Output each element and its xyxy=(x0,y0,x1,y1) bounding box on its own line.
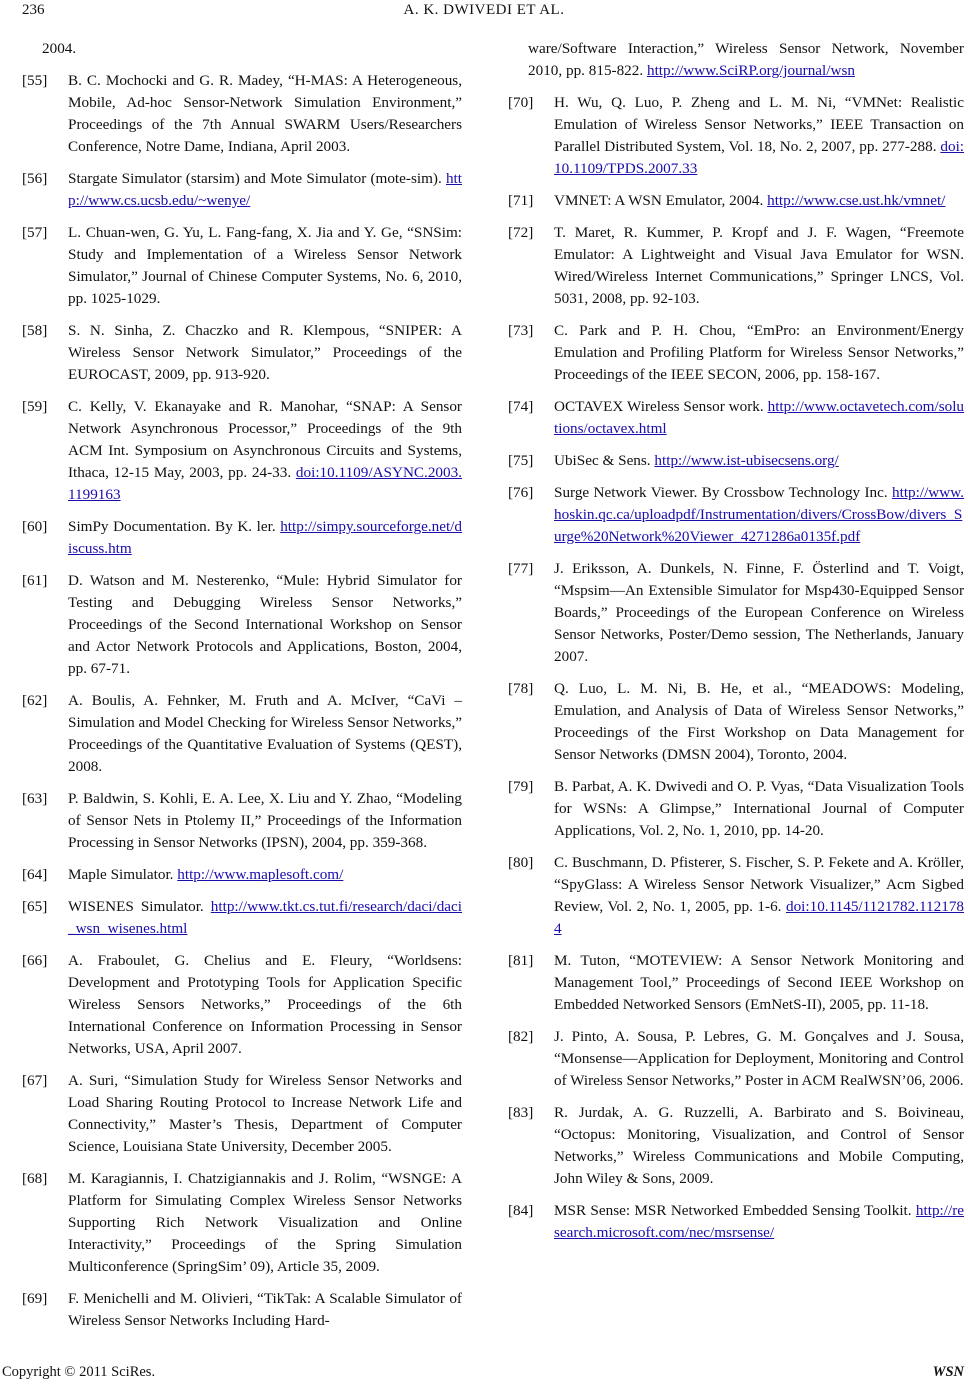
reference-text: OCTAVEX Wireless Sensor work. xyxy=(554,398,764,415)
reference-text: A. Fraboulet, G. Chelius and E. Fleury, “Worldsens: Development and Prototyping Tools for Application Specific Wireless Sensors Networks,” Proceedings of the 6th International Conference on Information Processing in Sensor Networks, USA, April 2007. xyxy=(68,952,462,1057)
reference-number: [55] xyxy=(22,72,48,89)
reference-text: J. Pinto, A. Sousa, P. Lebres, G. M. Gonçalves and J. Sousa, “Monsense―Application for Deployment, Monitoring and Control of Wireless Sensor Networks,” Poster in ACM RealWSN’06, 2006. xyxy=(554,1028,964,1089)
reference-text: H. Wu, Q. Luo, P. Zheng and L. M. Ni, “VMNet: Realistic Emulation of Wireless Sensor Networks,” IEEE Transaction on Parallel Distributed System, Vol. 18, No. 2, 2007, pp. 277-288. xyxy=(554,94,964,155)
reference-number: [58] xyxy=(22,322,48,339)
reference-entry xyxy=(508,482,964,548)
reference-text: C. Park and P. H. Chou, “EmPro: an Environment/Energy Emulation and Profiling Platform for Wireless Sensor Networks,” Proceedings of the IEEE SECON, 2006, pp. 158-167. xyxy=(554,322,964,383)
reference-text: M. Tuton, “MOTEVIEW: A Sensor Network Monitoring and Management Tool,” Proceedings of Second IEEE Workshop on Embedded Networked Sensors (EmNetS-II), 2005, pp. 11-18. xyxy=(554,952,964,1013)
reference-text: SimPy Documentation. By K. ler. xyxy=(68,518,276,535)
reference-link[interactable]: http://www.tkt.cs.tut.fi/research/daci/daci_wsn_wisenes.html xyxy=(68,898,463,937)
reference-text: A. Boulis, A. Fehnker, M. Fruth and A. McIver, “CaVi – Simulation and Model Checking for Wireless Sensor Networks,” Proceedings of the Quantitative Evaluation of Systems (QEST), 2008. xyxy=(68,692,462,775)
reference-link[interactable]: http://www.cs.ucsb.edu/~wenye/ xyxy=(68,170,462,209)
reference-entry xyxy=(508,450,964,472)
reference-text: Stargate Simulator (starsim) and Mote Simulator (mote-sim). xyxy=(68,170,442,187)
reference-link[interactable]: http://www.SciRP.org/journal/wsn xyxy=(646,62,855,79)
reference-text: P. Baldwin, S. Kohli, E. A. Lee, X. Liu and Y. Zhao, “Modeling of Sensor Nets in Ptolemy II,” Proceedings of the Information Processing in Sensor Networks (IPSN), 2004, pp. 359-368. xyxy=(68,790,462,851)
reference-link[interactable]: http://www.maplesoft.com/ xyxy=(177,866,344,883)
reference-text: VMNET: A WSN Emulator, 2004. xyxy=(554,192,764,209)
page-header xyxy=(0,0,968,28)
reference-entry xyxy=(508,396,964,440)
reference-link[interactable]: http://www.octavetech.com/solutions/octavex.html xyxy=(554,398,965,437)
reference-number: [73] xyxy=(508,322,534,339)
reference-number: [69] xyxy=(22,1290,48,1307)
reference-text: T. Maret, R. Kummer, P. Kropf and J. F. Wagen, “Freemote Emulator: A Lightweight and Visual Java Emulator for WSN. Wired/Wireless Internet Communications,” Springer LNCS, Vol. 5031, 2008, pp. 92-103. xyxy=(554,224,964,307)
reference-text: ware/Software Interaction,” Wireless Sensor Network, November 2010, pp. 815-822. xyxy=(528,40,964,79)
reference-number: [79] xyxy=(508,778,534,795)
reference-number: [83] xyxy=(508,1104,534,1121)
reference-text: A. Suri, “Simulation Study for Wireless Sensor Networks and Load Sharing Routing Protocol to Increase Network Life and Connectivity,” Master’s Thesis, Department of Computer Science, Louisiana State University, December 2005. xyxy=(68,1072,462,1155)
reference-number: [76] xyxy=(508,484,534,501)
reference-text: 2004. xyxy=(42,40,77,57)
reference-text: F. Menichelli and M. Olivieri, “TikTak: A Scalable Simulator of Wireless Sensor Networks Including Hard- xyxy=(68,1290,462,1329)
reference-number: [70] xyxy=(508,94,534,111)
reference-number: [65] xyxy=(22,898,48,915)
reference-entry xyxy=(22,168,462,212)
reference-number: [62] xyxy=(22,692,48,709)
reference-link[interactable]: http://research.microsoft.com/nec/msrsense/ xyxy=(554,1202,965,1241)
reference-number: [71] xyxy=(508,192,534,209)
reference-number: [80] xyxy=(508,854,534,871)
reference-text: C. Buschmann, D. Pfisterer, S. Fischer, S. P. Fekete and A. Kröller, “SpyGlass: A Wireless Sensor Network Visualizer,” Acm Sigbed Review, Vol. 2, No. 1, 2005, pp. 1-6. xyxy=(554,854,964,915)
reference-text: J. Eriksson, A. Dunkels, N. Finne, F. Österlind and T. Voigt, “Mspsim―An Extensible Simulator for Msp430-Equipped Sensor Boards,” Proceedings of the European Conference on Wireless Sensor Networks, Poster/Demo session, The Netherlands, January 2007. xyxy=(554,560,964,665)
references-left-column xyxy=(22,38,462,1342)
reference-entry xyxy=(508,222,964,310)
reference-entry xyxy=(508,852,964,940)
reference-entry xyxy=(22,396,462,506)
page-number: 236 xyxy=(22,2,45,18)
reference-link[interactable]: doi:10.1109/TPDS.2007.33 xyxy=(554,138,965,177)
reference-number: [78] xyxy=(508,680,534,697)
reference-text: S. N. Sinha, Z. Chaczko and R. Klempous, “SNIPER: A Wireless Sensor Network Simulator,” Proceedings of the EUROCAST, 2009, pp. 913-920. xyxy=(68,322,462,383)
reference-number: [82] xyxy=(508,1028,534,1045)
reference-number: [81] xyxy=(508,952,534,969)
reference-number: [59] xyxy=(22,398,48,415)
reference-entry xyxy=(22,690,462,778)
reference-text: L. Chuan-wen, G. Yu, L. Fang-fang, X. Jia and Y. Ge, “SNSim: Study and Implementation of a Wireless Sensor Network Simulator,” Journal of Chinese Computer Systems, No. 6, 2010, pp. 1025-1029. xyxy=(68,224,462,307)
reference-entry xyxy=(508,92,964,180)
reference-text: Maple Simulator. xyxy=(68,866,174,883)
reference-entry xyxy=(508,190,964,212)
reference-entry xyxy=(22,320,462,386)
reference-link[interactable]: doi:10.1145/1121782.1121784 xyxy=(554,898,965,937)
reference-text: UbiSec & Sens. xyxy=(554,452,651,469)
reference-entry xyxy=(508,1026,964,1092)
reference-text: WISENES Simulator. xyxy=(68,898,204,915)
reference-link[interactable]: http://www.ist-ubisecsens.org/ xyxy=(654,452,839,469)
reference-number: [66] xyxy=(22,952,48,969)
reference-text: D. Watson and M. Nesterenko, “Mule: Hybrid Simulator for Testing and Debugging Wireless Sensor Networks,” Proceedings of the Second International Workshop on Sensor and Actor Network Protocols and Applications, Boston, 2004, pp. 67-71. xyxy=(68,572,462,677)
reference-entry xyxy=(22,1070,462,1158)
reference-number: [60] xyxy=(22,518,48,535)
reference-number: [57] xyxy=(22,224,48,241)
reference-text: B. C. Mochocki and G. R. Madey, “H-MAS: A Heterogeneous, Mobile, Ad-hoc Sensor-Network Simulation Environment,” Proceedings of the 7th Annual SWARM Users/Researchers Conference, Notre Dame, Indiana, April 2003. xyxy=(68,72,462,155)
reference-entry xyxy=(22,896,462,940)
reference-entry xyxy=(22,222,462,310)
reference-number: [63] xyxy=(22,790,48,807)
reference-number: [75] xyxy=(508,452,534,469)
reference-text: C. Kelly, V. Ekanayake and R. Manohar, “SNAP: A Sensor Network Asynchronous Processor,” Proceedings of the 9th ACM Int. Symposium on Asynchronous Circuits and Systems, Ithaca, 12-15 May, 2003, pp. 24-33. xyxy=(68,398,462,481)
reference-link[interactable]: http://simpy.sourceforge.net/discuss.htm xyxy=(68,518,462,557)
reference-entry xyxy=(22,516,462,560)
reference-entry xyxy=(22,70,462,158)
reference-entry xyxy=(22,570,462,680)
reference-text: Surge Network Viewer. By Crossbow Technology Inc. xyxy=(554,484,888,501)
references-right-column xyxy=(508,38,964,1254)
reference-number: [67] xyxy=(22,1072,48,1089)
reference-entry xyxy=(22,1168,462,1278)
reference-entry xyxy=(22,788,462,854)
running-title: A. K. DWIVEDI ET AL. xyxy=(403,2,565,18)
reference-number: [84] xyxy=(508,1202,534,1219)
reference-number: [61] xyxy=(22,572,48,589)
reference-entry xyxy=(22,950,462,1060)
reference-entry xyxy=(508,776,964,842)
reference-link[interactable]: http://www.cse.ust.hk/vmnet/ xyxy=(767,192,946,209)
reference-entry xyxy=(508,678,964,766)
copyright-notice: Copyright © 2011 SciRes. xyxy=(2,1364,156,1380)
reference-number: [56] xyxy=(22,170,48,187)
reference-text: Q. Luo, L. M. Ni, B. He, et al., “MEADOWS: Modeling, Emulation, and Analysis of Data of Wireless Sensor Networks,” Proceedings of the First Workshop on Data Management for Sensor Networks (DMSN 2004), Toronto, 2004. xyxy=(554,680,964,763)
reference-entry xyxy=(508,1102,964,1190)
reference-number: [77] xyxy=(508,560,534,577)
reference-text: R. Jurdak, A. G. Ruzzelli, A. Barbirato and S. Boivineau, “Octopus: Monitoring, Visualization, and Control of Sensor Networks,” Wireless Communications and Mobile Computing, John Wiley & Sons, 2009. xyxy=(554,1104,964,1187)
reference-link[interactable]: http://www.hoskin.qc.ca/uploadpdf/Instrumentation/divers/CrossBow/divers_Surge%20Network%20Viewer_4271286a0135f.pdf xyxy=(554,484,965,545)
reference-text: MSR Sense: MSR Networked Embedded Sensing Toolkit. xyxy=(554,1202,912,1219)
reference-entry xyxy=(508,1200,964,1244)
reference-link[interactable]: doi:10.1109/ASYNC.2003.1199163 xyxy=(68,464,463,503)
reference-entry xyxy=(508,950,964,1016)
reference-text: M. Karagiannis, I. Chatzigiannakis and J. Rolim, “WSNGE: A Platform for Simulating Complex Wireless Sensor Networks Supporting Rich Network Visualization and Online Interactivity,” Proceedings of the Spring Simulation Multiconference (SpringSim’ 09), Article 35, 2009. xyxy=(68,1170,462,1275)
reference-entry xyxy=(22,864,462,886)
reference-entry xyxy=(508,558,964,668)
reference-text: B. Parbat, A. K. Dwivedi and O. P. Vyas, “Data Visualization Tools for WSNs: A Glimpse,” International Journal of Computer Applications, Vol. 2, No. 1, 2010, pp. 14-20. xyxy=(554,778,964,839)
reference-entry xyxy=(508,320,964,386)
journal-abbreviation: WSN xyxy=(932,1364,964,1380)
reference-number: [74] xyxy=(508,398,534,415)
reference-entry xyxy=(508,38,964,82)
reference-number: [68] xyxy=(22,1170,48,1187)
reference-number: [72] xyxy=(508,224,534,241)
reference-entry xyxy=(22,1288,462,1332)
reference-number: [64] xyxy=(22,866,48,883)
reference-entry xyxy=(22,38,462,60)
